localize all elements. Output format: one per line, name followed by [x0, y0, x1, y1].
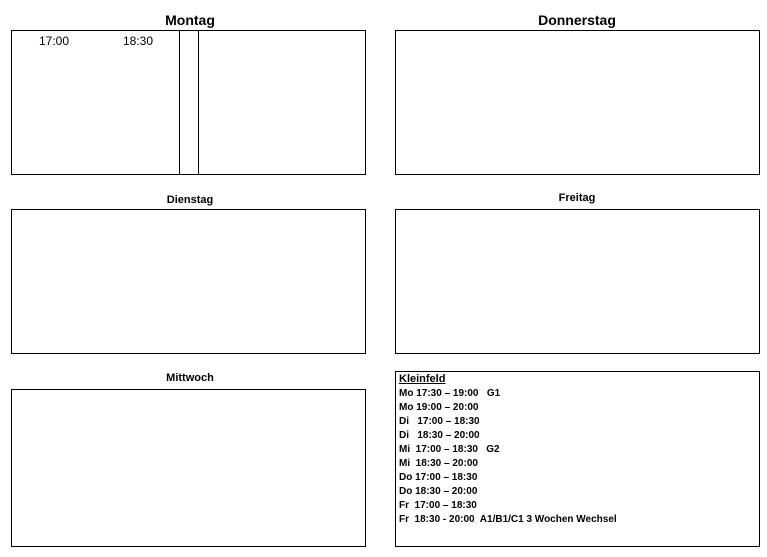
kleinfeld-line: Fr 17:00 – 18:30: [399, 500, 477, 511]
kleinfeld-line: Mi 18:30 – 20:00: [399, 458, 478, 469]
day-title-dienstag: Dienstag: [166, 194, 214, 206]
kleinfeld-line: Do 18:30 – 20:00: [399, 486, 478, 497]
kleinfeld-line: Di 17:00 – 18:30: [399, 416, 480, 427]
kleinfeld-line: Di 18:30 – 20:00: [399, 430, 480, 441]
day-title-montag: Montag: [165, 12, 215, 28]
kleinfeld-line: Do 17:00 – 18:30: [399, 472, 478, 483]
day-title-donnerstag: Donnerstag: [538, 12, 616, 28]
panel-divider: [179, 31, 180, 174]
kleinfeld-line: Mo 17:30 – 19:00 G1: [399, 388, 501, 399]
kleinfeld-line: Mi 17:00 – 18:30 G2: [399, 444, 500, 455]
panel-divider: [198, 31, 199, 174]
day-panel-montag: [11, 30, 366, 175]
day-panel-mittwoch: [11, 389, 366, 547]
kleinfeld-line: Mo 19:00 – 20:00: [399, 402, 479, 413]
day-panel-freitag: [395, 209, 760, 354]
kleinfeld-title: Kleinfeld: [399, 373, 446, 385]
time-label: 18:30: [122, 34, 154, 48]
day-title-mittwoch: Mittwoch: [166, 372, 214, 384]
time-label: 17:00: [38, 34, 70, 48]
kleinfeld-line: Fr 18:30 - 20:00 A1/B1/C1 3 Wochen Wechsel: [399, 514, 617, 525]
kleinfeld-panel: [395, 371, 760, 547]
day-title-freitag: Freitag: [558, 192, 596, 204]
day-panel-donnerstag: [395, 30, 760, 175]
day-panel-dienstag: [11, 209, 366, 354]
